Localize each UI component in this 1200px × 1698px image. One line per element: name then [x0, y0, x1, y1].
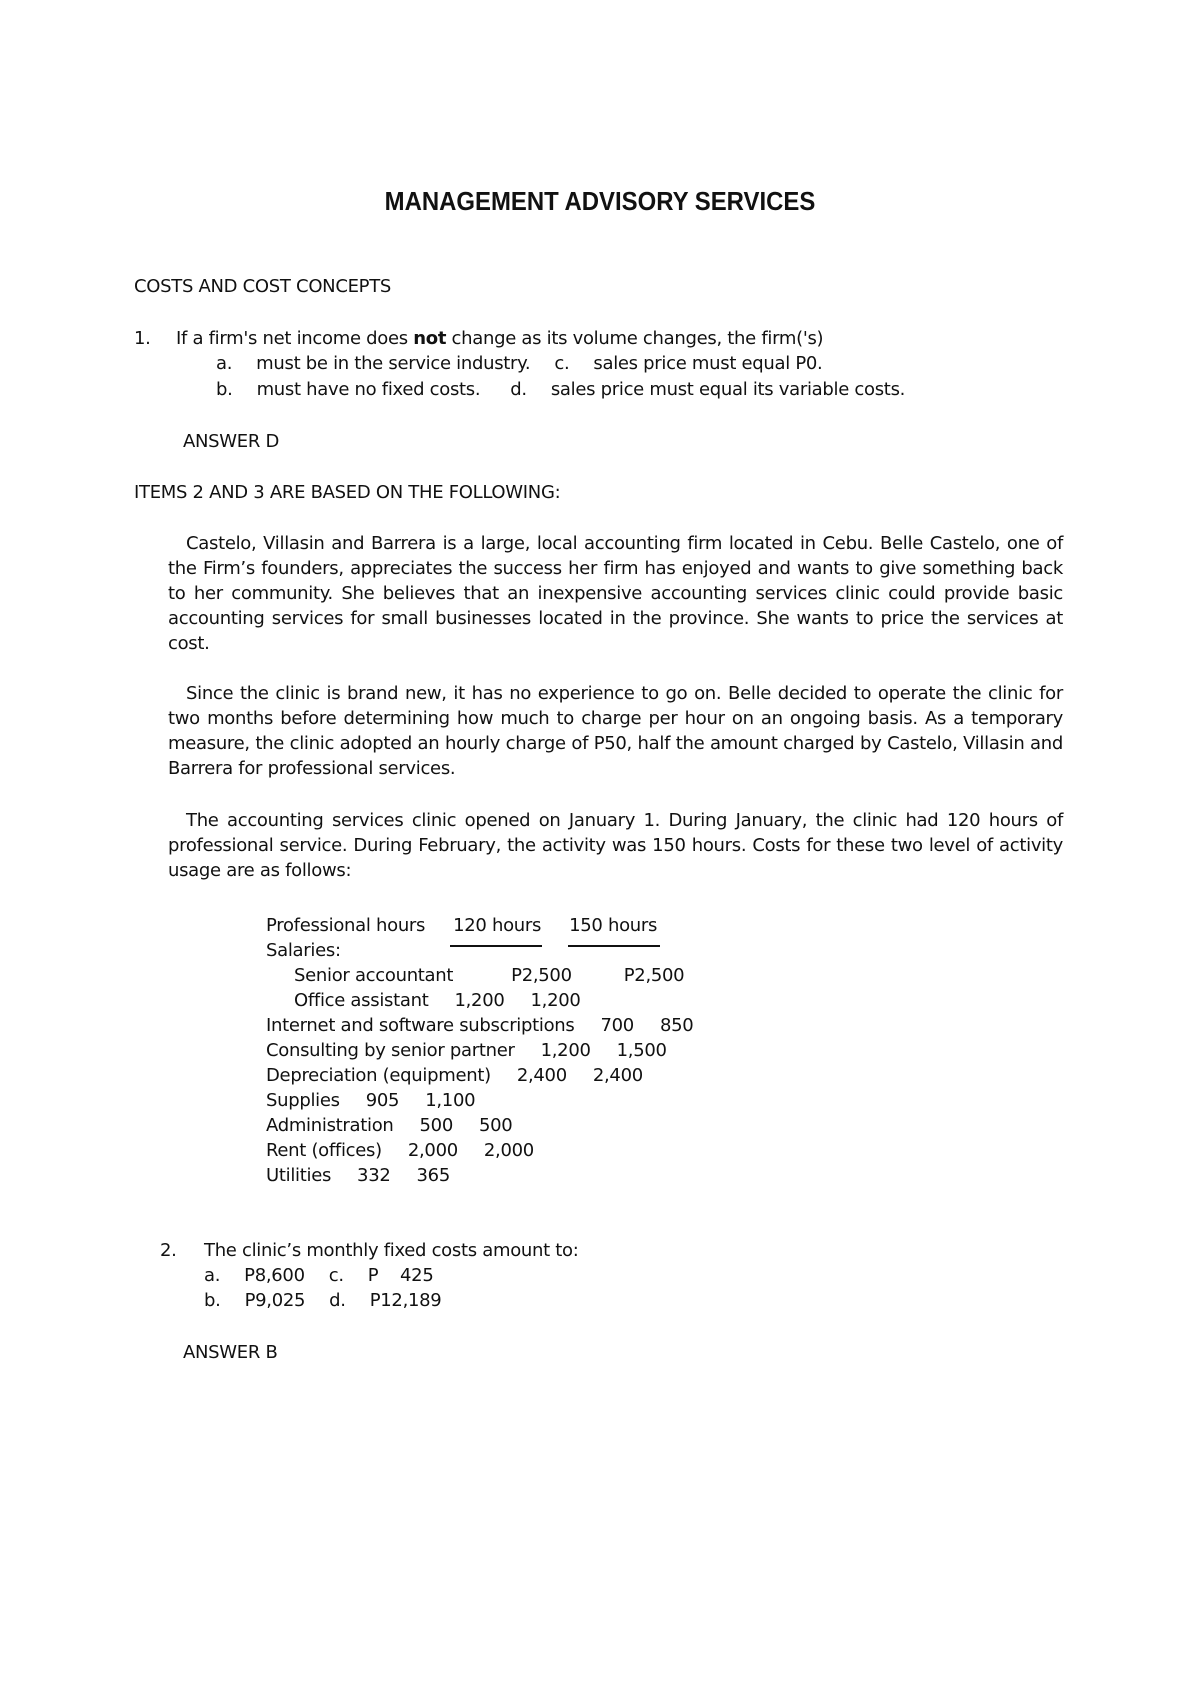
question-2-number: 2.: [160, 1240, 177, 1261]
cost-table: [266, 913, 693, 1188]
cost-row-value-150: 2,400: [592, 1065, 643, 1086]
option-letter: d.: [510, 379, 527, 400]
paragraph-text: Since the clinic is brand new, it has no experience to go on. Belle decided to operate the clinic for two months before determining how much to charge per hour on an ongoing basis. As a temporary measure, the clinic adopted an hourly charge of P50, half the amount charged by Castelo, Villasin and Barrera for professional services.: [168, 683, 1063, 779]
question-1-emphasis: not: [413, 328, 447, 349]
cost-row-value-150: 1,500: [616, 1040, 667, 1061]
cost-row-label: Rent (offices): [266, 1140, 382, 1161]
q1-option-b: [216, 377, 905, 402]
cost-row: [266, 988, 693, 1013]
paragraph-text: The accounting services clinic opened on January 1. During January, the clinic had 120 hours of professional service. During February, the activity was 150 hours. Costs for these two level of activity usage are as follows:: [168, 810, 1063, 881]
question-1-number: 1.: [134, 328, 151, 349]
cost-row-value-120: P2,500: [511, 965, 572, 986]
option-letter: c.: [554, 353, 570, 374]
cost-row-value-120: 905: [365, 1090, 400, 1111]
paragraph-3: [168, 808, 1063, 883]
q2-option-b: [204, 1288, 441, 1313]
option-letter: d.: [329, 1290, 346, 1311]
items-intro: ITEMS 2 AND 3 ARE BASED ON THE FOLLOWING:: [134, 482, 561, 503]
cost-row: [266, 1013, 693, 1038]
cost-rows: [266, 963, 693, 1188]
cost-row: [266, 1088, 693, 1113]
cost-row: [266, 1163, 693, 1188]
option-text: sales price must equal P0.: [593, 353, 823, 374]
cost-row-value-150: 365: [416, 1165, 450, 1186]
cost-row: [266, 1063, 693, 1088]
column-header-150: 150 hours: [569, 915, 658, 936]
question-2-stem: The clinic’s monthly fixed costs amount to:: [204, 1240, 579, 1261]
cost-row-label: Utilities: [266, 1165, 332, 1186]
cost-row-label: Administration: [266, 1115, 394, 1136]
paragraph-text: Castelo, Villasin and Barrera is a large, local accounting firm located in Cebu. Belle Castelo, one of the Firm’s founders, appreciates the success her firm has enjoyed and wants to give something back to her community. She believes that an inexpensive accounting services clinic could provide basic accounting services for small businesses located in the province. She wants to price the services at cost.: [168, 533, 1063, 654]
cost-row-label: Supplies: [266, 1090, 340, 1111]
cost-row-value-120: 500: [419, 1115, 453, 1136]
cost-row-value-150: 2,000: [483, 1140, 534, 1161]
cost-row: [266, 1113, 693, 1138]
cost-row-value-120: 1,200: [540, 1040, 591, 1061]
option-text: P12,189: [369, 1290, 442, 1311]
cost-row-value-150: 500: [478, 1115, 513, 1136]
option-letter: a.: [216, 353, 233, 374]
cost-row: [266, 963, 693, 988]
q2-option-a: [204, 1263, 433, 1288]
question-1-answer: ANSWER D: [183, 431, 280, 452]
cost-row-value-120: 2,400: [516, 1065, 567, 1086]
document-title: MANAGEMENT ADVISORY SERVICES: [384, 186, 816, 216]
cost-row-label: Office assistant: [294, 990, 429, 1011]
question-2-answer: ANSWER B: [183, 1342, 278, 1363]
cost-row-value-120: 1,200: [454, 990, 505, 1011]
option-text: P8,600: [244, 1265, 305, 1286]
option-letter: c.: [328, 1265, 344, 1286]
salaries-label: Salaries:: [266, 940, 341, 961]
option-letter: b.: [216, 379, 233, 400]
cost-row-value-120: 332: [357, 1165, 391, 1186]
question-1-stem-part: If a firm's net income does: [176, 328, 414, 349]
cost-row-label: Senior accountant: [294, 965, 454, 986]
option-letter: b.: [204, 1290, 221, 1311]
cost-row-value-150: 850: [659, 1015, 694, 1036]
header-label: Professional hours: [266, 915, 426, 936]
question-1-stem-part: change as its volume changes, the firm('s): [446, 328, 824, 349]
column-underline-120: [450, 945, 542, 947]
cost-row-value-150: 1,200: [530, 990, 581, 1011]
option-text: P 425: [367, 1265, 434, 1286]
paragraph-2: [168, 681, 1063, 781]
cost-row-value-150: P2,500: [623, 965, 685, 986]
column-header-120: 120 hours: [453, 915, 542, 936]
section-heading: COSTS AND COST CONCEPTS: [134, 276, 392, 297]
cost-row: [266, 1038, 693, 1063]
column-underline-150: [568, 945, 660, 947]
option-text: sales price must equal its variable costs.: [550, 379, 906, 400]
cost-table-header: [266, 913, 693, 938]
q1-option-a: [216, 351, 822, 376]
cost-row-value-150: 1,100: [425, 1090, 476, 1111]
option-text: must have no fixed costs.: [256, 379, 481, 400]
option-text: must be in the service industry.: [256, 353, 531, 374]
cost-row-value-120: 2,000: [407, 1140, 458, 1161]
cost-row-label: Internet and software subscriptions: [266, 1015, 575, 1036]
cost-row-value-120: 700: [600, 1015, 634, 1036]
cost-row: [266, 1138, 693, 1163]
question-1-stem: [176, 326, 823, 351]
option-text: P9,025: [244, 1290, 306, 1311]
paragraph-1: [168, 531, 1063, 656]
cost-row-label: Consulting by senior partner: [266, 1040, 515, 1061]
cost-row-label: Depreciation (equipment): [266, 1065, 491, 1086]
option-letter: a.: [204, 1265, 221, 1286]
